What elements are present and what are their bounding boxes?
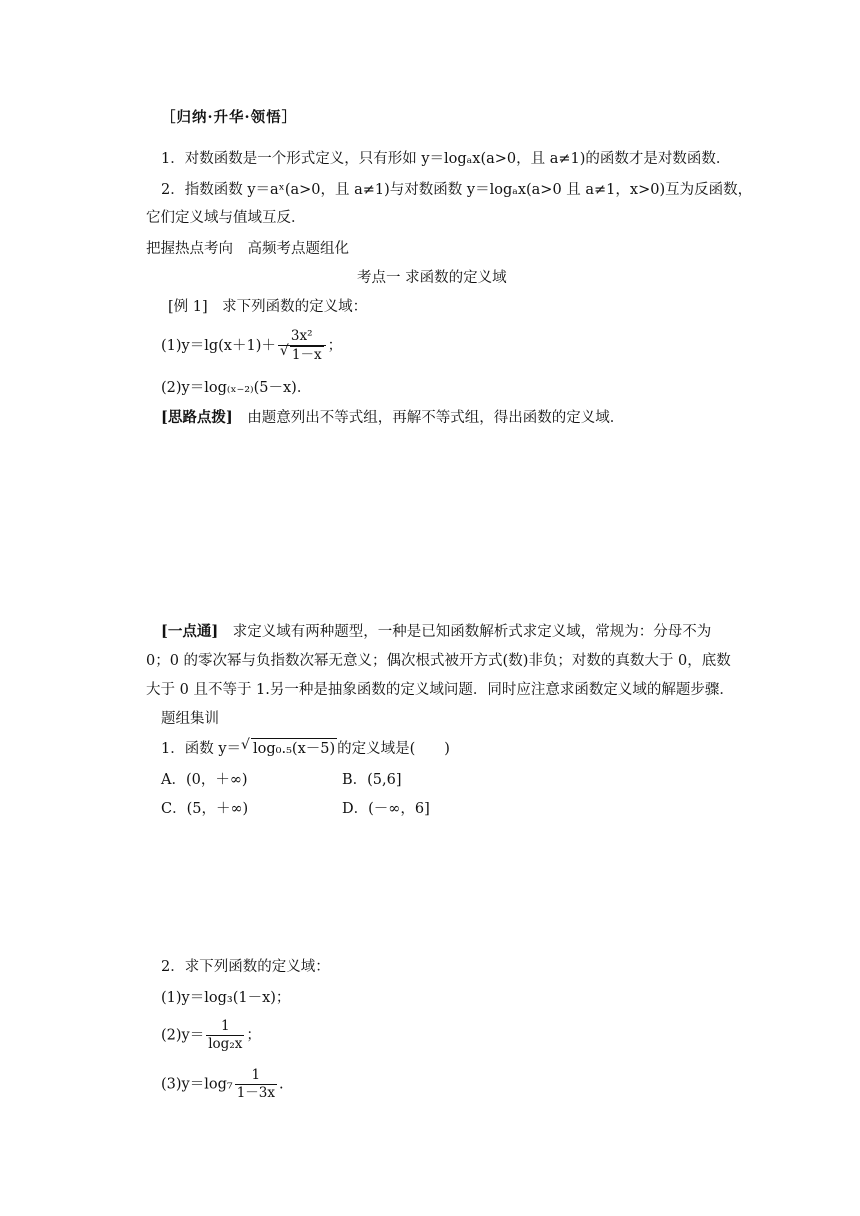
hint-text: 由题意列出不等式组，再解不等式组，得出函数的定义域． bbox=[232, 410, 625, 426]
q1-suffix: 的定义域是( ) bbox=[337, 741, 450, 757]
hotspot-heading: 把握热点考向 高频考点题组化 bbox=[146, 241, 349, 257]
sqrt-symbol: √ 1－x bbox=[279, 343, 322, 363]
summary-item-2-line-2: 它们定义域与值域互反． bbox=[146, 210, 306, 226]
question-2-part-1: (1)y＝log₃(1－x)； bbox=[161, 990, 291, 1006]
question-2-part-2 bbox=[161, 1018, 261, 1053]
example-part-2: (2)y＝log₍ₓ₋₂₎(5－x)． bbox=[161, 380, 312, 396]
q2-3-prefix: (3)y＝log₇ bbox=[161, 1076, 233, 1093]
q2-3-fraction bbox=[235, 1067, 277, 1102]
tip-text: 求定义域有两种题型，一种是已知函数解析式求定义域，常规为：分母不为 bbox=[218, 624, 712, 640]
q1-prefix: 1．函数 y＝ bbox=[161, 741, 242, 757]
sqrt-symbol: √ log₀.₅(x－5) bbox=[241, 737, 336, 757]
question-2-part-3 bbox=[161, 1067, 284, 1102]
sqrt-radicand: 1－x bbox=[291, 347, 322, 363]
fraction-denominator bbox=[278, 343, 326, 364]
practice-heading: 题组集训 bbox=[161, 711, 219, 727]
fraction-denominator: 1－3x bbox=[236, 1085, 275, 1101]
tip-label: [一点通] bbox=[161, 623, 219, 640]
hint-label: [思路点拨] bbox=[161, 409, 233, 426]
option-a: A．(0，＋∞) bbox=[161, 772, 248, 788]
option-d: D．(－∞，6] bbox=[342, 801, 430, 817]
example-part-1-prefix: (1)y＝lg(x＋1)＋ bbox=[161, 338, 276, 354]
summary-item-2-line-1: 2．指数函数 y＝aˣ(a>0，且 a≠1)与对数函数 y＝logₐx(a>0 且 a≠1，x>0)互为反函数， bbox=[161, 182, 753, 198]
summary-item-1: 1．对数函数是一个形式定义，只有形如 y＝logₐx(a>0，且 a≠1)的函数才是对数函数． bbox=[161, 151, 731, 167]
tip-line-2: 0；0 的零次幂与负指数次幂无意义；偶次根式被开方式(数)非负；对数的真数大于 0，底数 bbox=[146, 653, 731, 669]
section-header: ［归纳·升华·领悟］ bbox=[161, 109, 298, 126]
practice-question-2: 2．求下列函数的定义域： bbox=[161, 959, 330, 975]
example-part-1-suffix: ； bbox=[327, 338, 343, 354]
fraction-numerator: 3x² bbox=[278, 328, 326, 346]
option-c: C．(5，＋∞) bbox=[161, 801, 249, 817]
practice-question-1 bbox=[161, 738, 450, 759]
example-question bbox=[168, 297, 367, 317]
example-label: [例 1] bbox=[168, 299, 208, 315]
example-part-1-fraction bbox=[278, 328, 326, 364]
fraction-numerator: 1 bbox=[235, 1067, 277, 1085]
option-b: B．(5,6] bbox=[342, 772, 402, 788]
fraction-denominator: log₂x bbox=[208, 1036, 243, 1052]
example-part-1 bbox=[161, 328, 342, 364]
fraction-numerator: 1 bbox=[206, 1018, 244, 1036]
example-question-text: 求下列函数的定义域： bbox=[207, 299, 368, 315]
hint bbox=[161, 408, 624, 428]
tip-line-3: 大于 0 且不等于 1.另一种是抽象函数的定义域问题．同时应注意求函数定义域的解题步骤． bbox=[146, 682, 734, 698]
q2-3-suffix: . bbox=[279, 1076, 284, 1093]
q2-2-fraction bbox=[206, 1018, 244, 1053]
q2-2-prefix: (2)y＝ bbox=[161, 1027, 205, 1044]
q1-radicand: log₀.₅(x－5) bbox=[251, 738, 337, 759]
topic-title: 考点一 求函数的定义域 bbox=[357, 270, 507, 286]
q2-2-suffix: ； bbox=[246, 1027, 261, 1044]
tip-line-1 bbox=[161, 622, 711, 642]
